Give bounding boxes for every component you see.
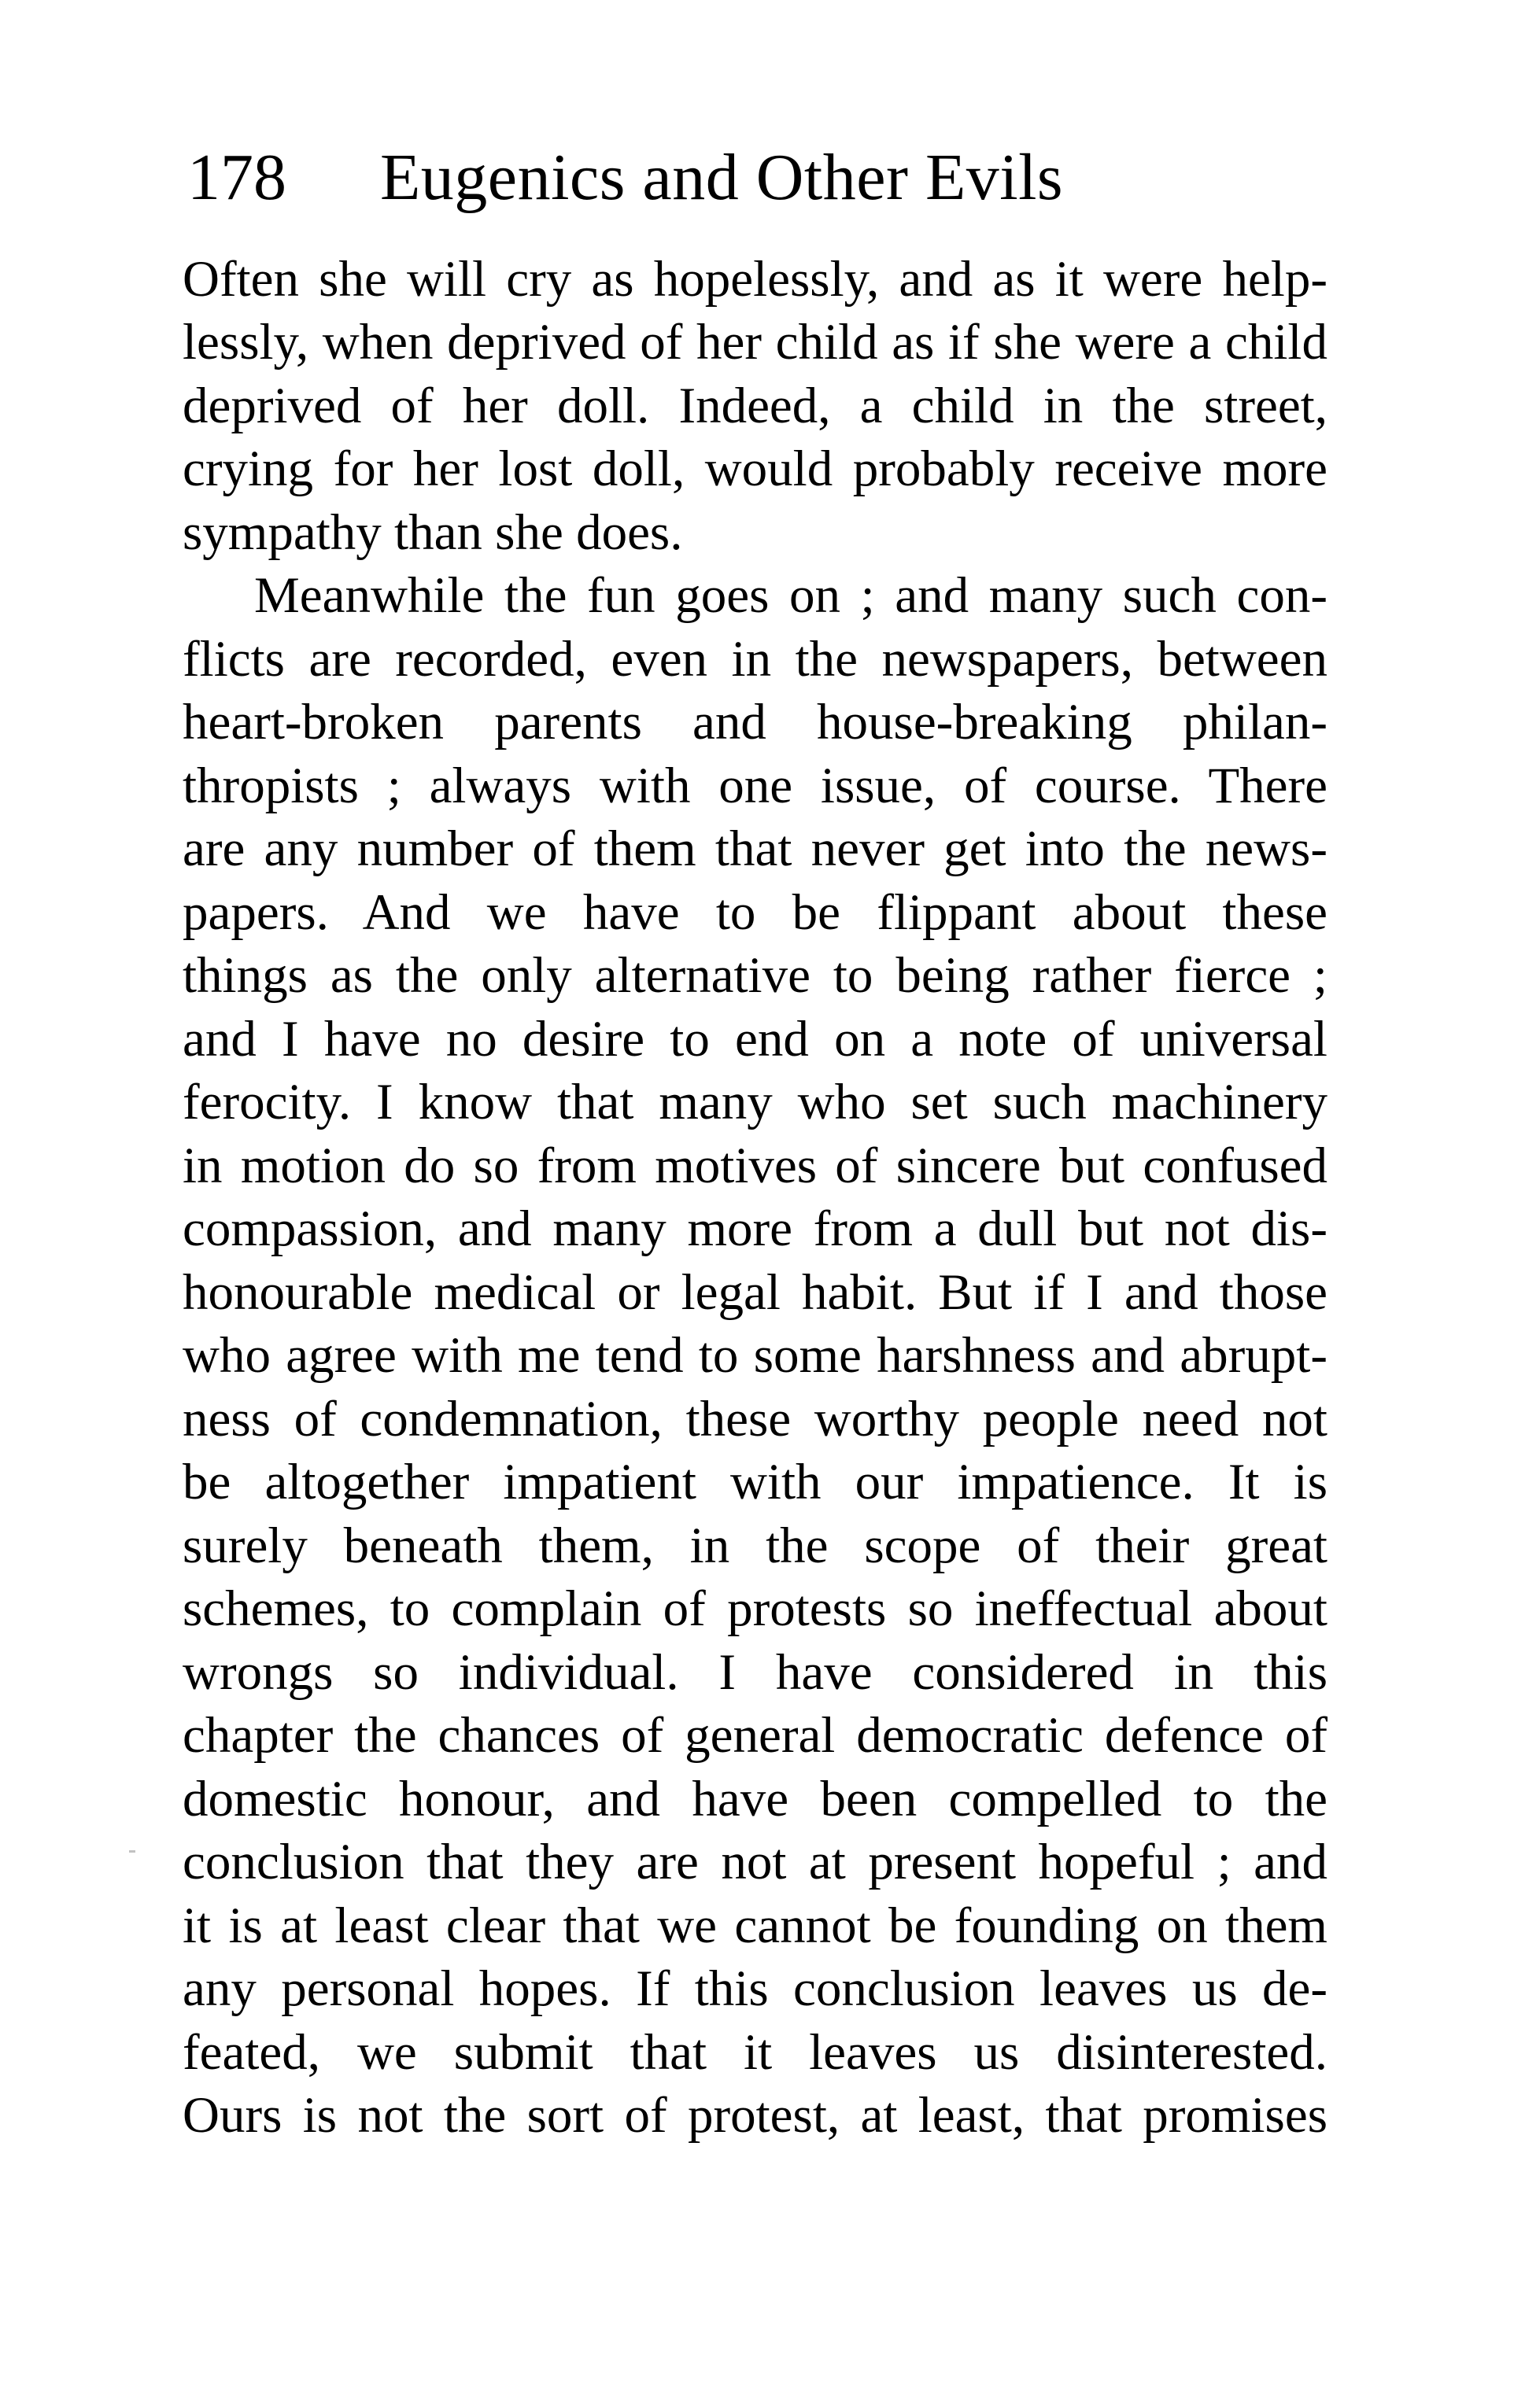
paragraph-first-line: Meanwhile the fun goes on ; and many such con- <box>254 567 1327 624</box>
running-title: Eugenics and Other Evils <box>380 141 1064 214</box>
paragraph-end-line: sympathy than she does. <box>183 504 683 561</box>
text-line: things as the only alternative to being rather fierce ; <box>183 947 1327 1004</box>
text-line: who agree with me tend to some harshness and abrupt- <box>183 1327 1327 1384</box>
text-line: be altogether impatient with our impatience. It is <box>183 1454 1327 1510</box>
text-line: in motion do so from motives of sincere but confused <box>183 1138 1327 1194</box>
text-line: deprived of her doll. Indeed, a child in the street, <box>183 378 1327 434</box>
text-line: Ours is not the sort of protest, at least, that promises <box>183 2087 1327 2144</box>
text-line: thropists ; always with one issue, of course. There <box>183 758 1327 814</box>
text-line: schemes, to complain of protests so ineffectual about <box>183 1580 1327 1637</box>
text-line: compassion, and many more from a dull but not dis- <box>183 1200 1327 1257</box>
text-line: papers. And we have to be flippant about these <box>183 884 1327 941</box>
text-line: ferocity. I know that many who set such machinery <box>183 1074 1327 1130</box>
text-line: any personal hopes. If this conclusion leaves us de- <box>183 1960 1327 2017</box>
text-line: Often she will cry as hopelessly, and as it were help- <box>183 251 1327 308</box>
text-line: ness of condemnation, these worthy people need not <box>183 1391 1327 1447</box>
running-head <box>0 0 1525 236</box>
text-line: surely beneath them, in the scope of their great <box>183 1517 1327 1574</box>
text-line: chapter the chances of general democratic defence of <box>183 1707 1327 1764</box>
text-line: heart-broken parents and house-breaking philan- <box>183 694 1327 750</box>
text-line: flicts are recorded, even in the newspapers, between <box>183 631 1327 688</box>
text-line: crying for her lost doll, would probably receive more <box>183 441 1327 497</box>
text-line: wrongs so individual. I have considered in this <box>183 1644 1327 1701</box>
text-line: conclusion that they are not at present hopeful ; and <box>183 1834 1327 1890</box>
text-line: and I have no desire to end on a note of universal <box>183 1011 1327 1068</box>
text-line: it is at least clear that we cannot be founding on them <box>183 1897 1327 1954</box>
scan-speck <box>129 1850 135 1853</box>
text-line: domestic honour, and have been compelled to the <box>183 1771 1327 1827</box>
text-line: honourable medical or legal habit. But if I and those <box>183 1264 1327 1321</box>
text-line: feated, we submit that it leaves us disinterested. <box>183 2024 1327 2081</box>
page-number: 178 <box>187 141 286 214</box>
text-line: lessly, when deprived of her child as if she were a child <box>183 314 1327 371</box>
text-line: are any number of them that never get into the news- <box>183 820 1327 877</box>
